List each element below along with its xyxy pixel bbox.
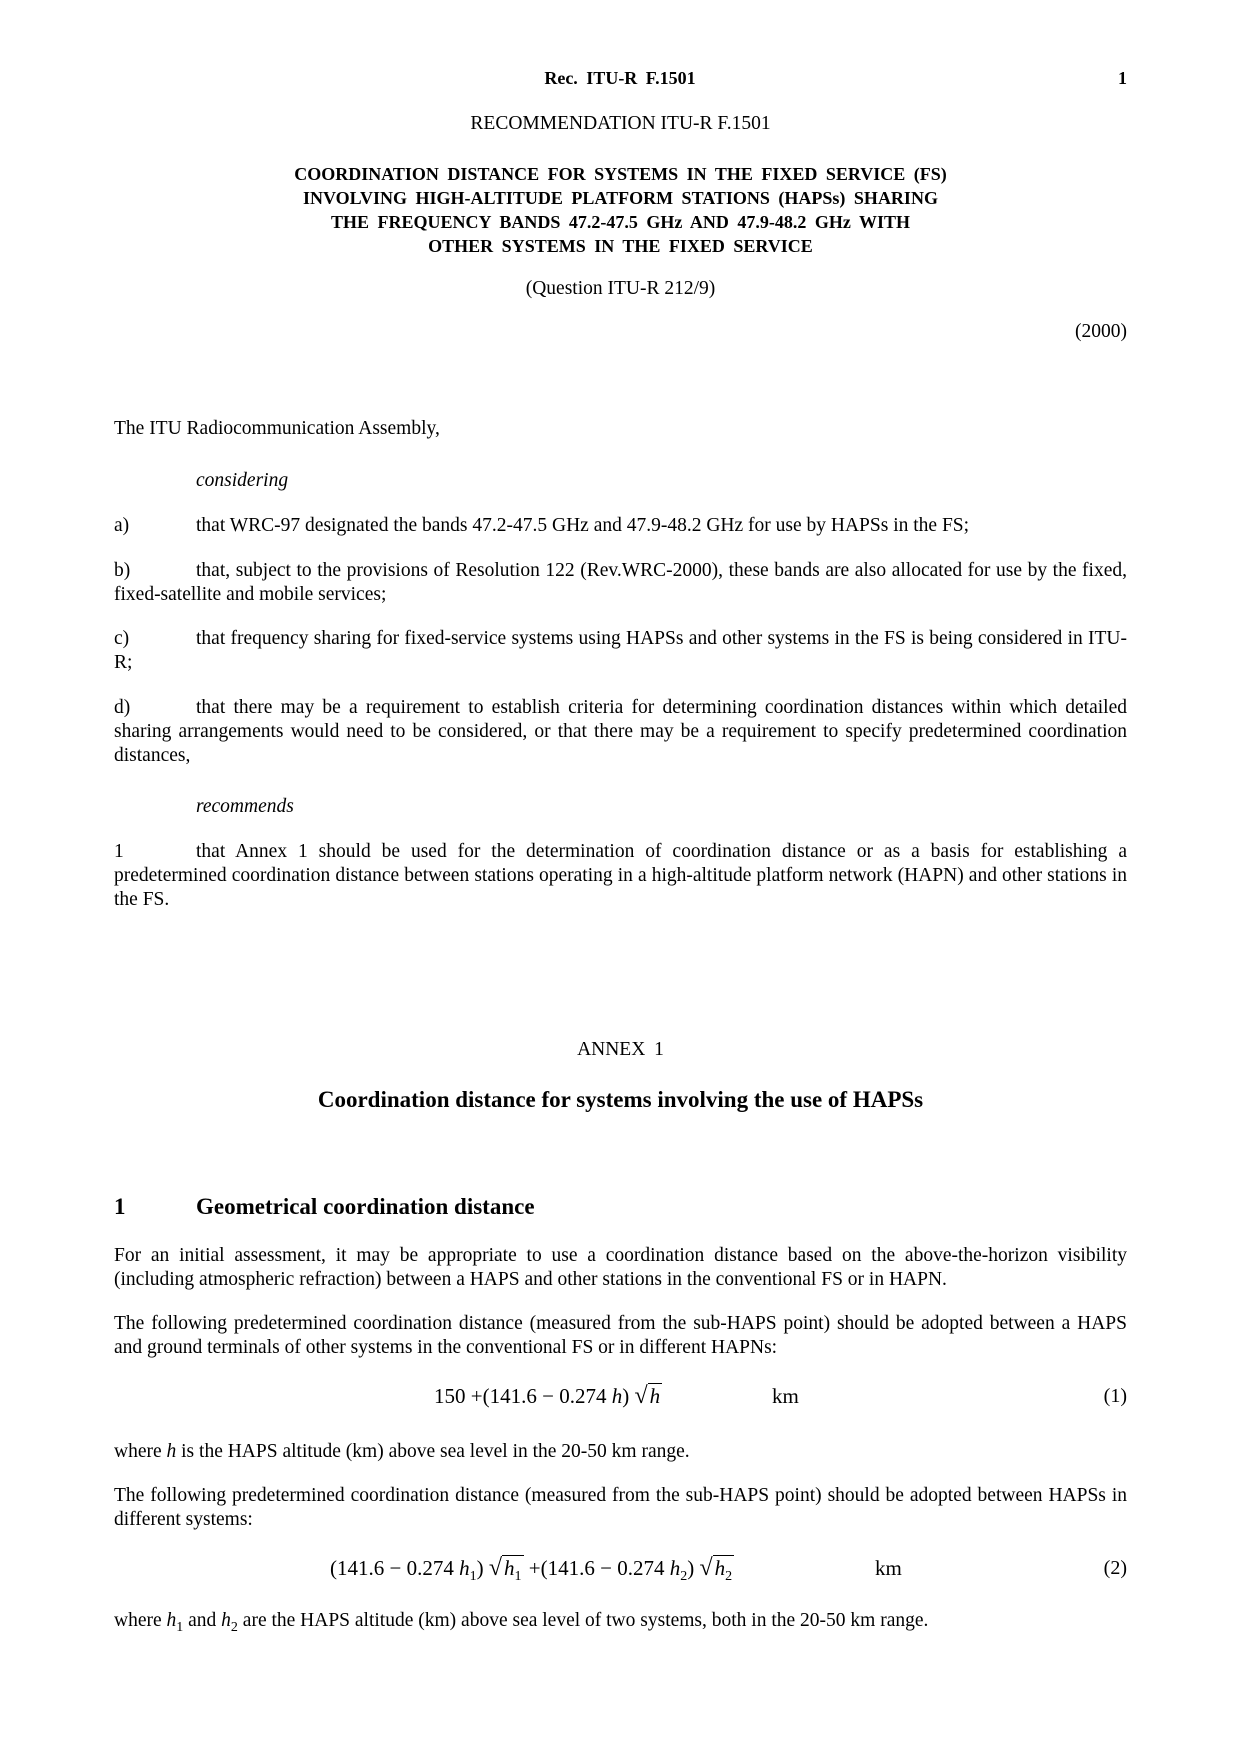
equation-1-unit: km [772,1384,799,1408]
item-mark: d) [114,697,131,718]
item-mark: 1 [114,841,124,862]
item-mark: a) [114,515,130,536]
annex-paragraph-1: For an initial assessment, it may be appropriate to use a coordination distance based on the above-the-horizon visibility (including atmospheric refraction) between a HAPS and other stations in the conventional FS or in HAPN. [114,1245,1127,1290]
section-title: Geometrical coordination distance [196,1194,535,1219]
sqrt-symbol: $√h_1$ [488,1555,522,1585]
considering-item-b [114,559,1127,607]
item-mark: c) [114,628,130,649]
title-line: COORDINATION DISTANCE FOR SYSTEMS IN THE FIXED SERVICE (FS) [294,164,947,184]
equation-2-unit: km [875,1556,902,1580]
sqrt-symbol: $√h_2$ [699,1555,733,1585]
equation-2-number: (2) [1103,1557,1127,1579]
annex-paragraph-2: The following predetermined coordination distance (measured from the sub-HAPS point) should be adopted between a HAPS and ground terminals of other systems in the conventional FS or in different HAPNs: [114,1313,1127,1358]
sqrt-symbol: √h [634,1383,661,1409]
considering-label: considering [196,470,289,491]
considering-item-d [114,696,1127,768]
annex-paragraph-3: The following predetermined coordination distance (measured from the sub-HAPS point) should be adopted between HAPSs in different systems: [114,1485,1127,1530]
considering-item-a [114,514,1127,538]
section-heading [114,1192,535,1222]
item-text: that, subject to the provisions of Resolution 122 (Rev.WRC-2000), these bands are also allocated for use by the fixed, fixed-satellite and mobile services; [114,560,1127,605]
item-text: that WRC-97 designated the bands 47.2-47.5 GHz and 47.9-48.2 GHz for use by HAPSs in the FS; [196,515,970,536]
recommendation-id: RECOMMENDATION ITU-R F.1501 [470,113,771,134]
item-text: that frequency sharing for fixed-service systems using HAPSs and other systems in the FS is being considered in ITU-R; [114,628,1127,673]
equation-2: (141.6 − 0.274 $h_1$) $√h_1 +(141.6 - 0.274$ $h_2$) $√h_2$ [330,1553,734,1592]
running-title: Rec. ITU-R F.1501 [544,68,696,88]
considering-item-c [114,627,1127,675]
title-line: INVOLVING HIGH-ALTITUDE PLATFORM STATIONS (HAPSs) SHARING [303,188,938,208]
equation-1: 150 +(141.6 − 0.274 h) √h [434,1383,661,1409]
where-h-line: where h is the HAPS altitude (km) above sea level in the 20-50 km range. [114,1441,690,1462]
recommends-item-1 [114,840,1127,912]
where-h1-h2-line: where $h_1$ and $h_2$ are the HAPS altitude (km) above sea level of two systems, both in the 20-50 km range. [114,1610,929,1635]
page-number: 1 [1118,68,1127,88]
question-ref: (Question ITU-R 212/9) [525,278,716,299]
assembly-line: The ITU Radiocommunication Assembly, [114,418,440,439]
annex-label: ANNEX 1 [577,1039,664,1060]
equation-1-number: (1) [1103,1385,1127,1407]
item-text: that there may be a requirement to establish criteria for determining coordination distances within which detailed sharing arrangements would need to be considered, or that there may be a requirement to specify predetermined coordination distances, [114,697,1127,766]
item-mark: b) [114,560,131,581]
year: (2000) [1075,321,1127,342]
recommends-label: recommends [196,796,294,817]
title-line: OTHER SYSTEMS IN THE FIXED SERVICE [428,236,813,256]
document-title [114,162,1127,258]
title-line: THE FREQUENCY BANDS 47.2-47.5 GHz AND 47.9-48.2 GHz WITH [330,212,911,232]
item-text: that Annex 1 should be used for the determination of coordination distance or as a basis for establishing a predetermined coordination distance between stations operating in a high-altitude platform network (HAPN) and other stations in the FS. [114,841,1127,910]
section-number: 1 [114,1194,126,1219]
annex-title: Coordination distance for systems involving the use of HAPSs [317,1087,924,1112]
